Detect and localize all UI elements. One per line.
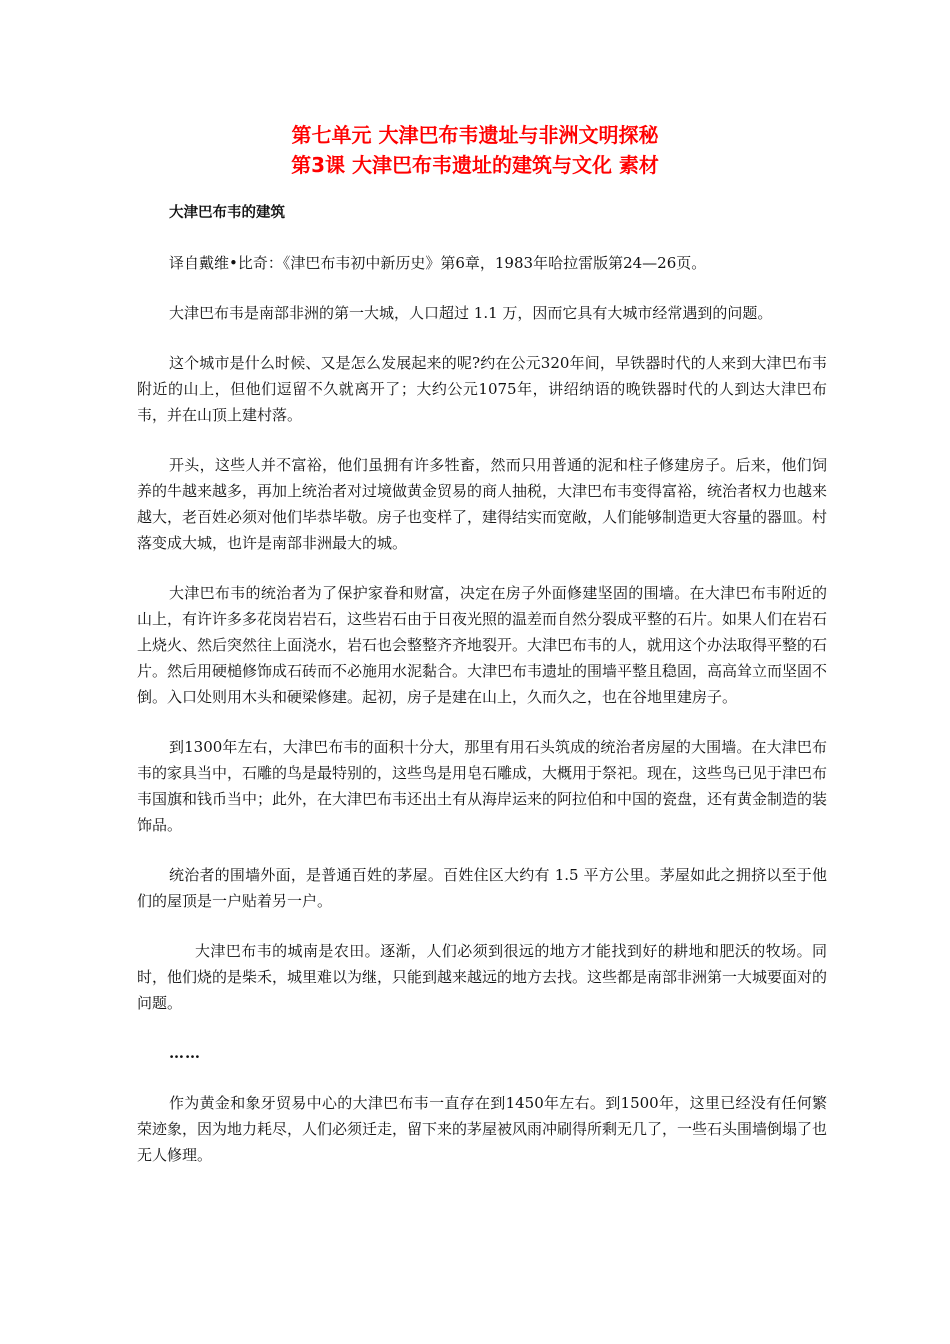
paragraph-1300: 到1300年左右，大津巴布韦的面积十分大，那里有用石头筑成的统治者房屋的大围墙。在大津巴布韦的家具当中，石雕的鸟是最特别的，这些鸟是用皂石雕成，大概用于祭祀。现在，这些鸟已见于津巴布韦国旗和钱币当中；此外，在大津巴布韦还出土有从海岸运来的阿拉伯和中国的瓷盘，还有黄金制造的装饰品。	[137, 738, 828, 834]
title-line-unit: 第七单元 大津巴布韦遗址与非洲文明探秘	[291, 123, 659, 147]
document-body	[137, 200, 827, 1192]
title-line-lesson: 第3课 大津巴布韦遗址的建筑与文化 素材	[291, 153, 659, 177]
paragraph-origins: 这个城市是什么时候、又是怎么发展起来的呢?约在公元320年间，早铁器时代的人来到大津巴布韦附近的山上，但他们逗留不久就离开了；大约公元1075年，讲绍纳语的晚铁器时代的人到达大津巴布韦，并在山顶上建村落。	[137, 354, 827, 424]
source-note: 译自戴维•比奇：《津巴布韦初中新历史》第6章，1983年哈拉雷版第24—26页。	[169, 254, 707, 272]
paragraph-population: 大津巴布韦是南部非洲的第一大城，人口超过 1.1 万，因而它具有大城市经常遇到的问题。	[169, 304, 773, 322]
section-heading: 大津巴布韦的建筑	[169, 205, 285, 221]
paragraph-decline: 作为黄金和象牙贸易中心的大津巴布韦一直存在到1450年左右。到1500年，这里已经没有任何繁荣迹象，因为地力耗尽，人们必须迁走，留下来的茅屋被风雨冲刷得所剩无几了，一些石头围墙倒塌了也无人修理。	[137, 1094, 828, 1164]
paragraph-farmland: 大津巴布韦的城南是农田。逐渐，人们必须到很远的地方才能找到好的耕地和肥沃的牧场。同时，他们烧的是柴禾，城里难以为继，只能到越来越远的地方去找。这些都是南部非洲第一大城要面对的问题。	[137, 942, 828, 1012]
paragraph-huts: 统治者的围墙外面，是普通百姓的茅屋。百姓住区大约有 1.5 平方公里。茅屋如此之拥挤以至于他们的屋顶是一户贴着另一户。	[137, 866, 827, 910]
ellipsis-marker: ……	[169, 1044, 201, 1062]
paragraph-walls: 大津巴布韦的统治者为了保护家眷和财富，决定在房子外面修建坚固的围墙。在大津巴布韦附近的山上，有许许多多花岗岩岩石，这些岩石由于日夜光照的温差而自然分裂成平整的石片。如果人们在岩石上烧火、然后突然往上面浇水，岩石也会整整齐齐地裂开。大津巴布韦的人，就用这个办法取得平整的石片。然后用硬槌修饰成石砖而不必施用水泥黏合。大津巴布韦遗址的围墙平整且稳固，高高耸立而坚固不倒。入口处则用木头和硬梁修建。起初，房子是建在山上，久而久之，也在谷地里建房子。	[137, 584, 828, 706]
paragraph-growth: 开头，这些人并不富裕，他们虽拥有许多牲畜，然而只用普通的泥和柱子修建房子。后来，他们饲养的牛越来越多，再加上统治者对过境做黄金贸易的商人抽税，大津巴布韦变得富裕，统治者权力也越来越大，老百姓必须对他们毕恭毕敬。房子也变样了，建得结实而宽敞，人们能够制造更大容量的器皿。村落变成大城，也许是南部非洲最大的城。	[137, 456, 828, 552]
document-title	[0, 120, 950, 180]
